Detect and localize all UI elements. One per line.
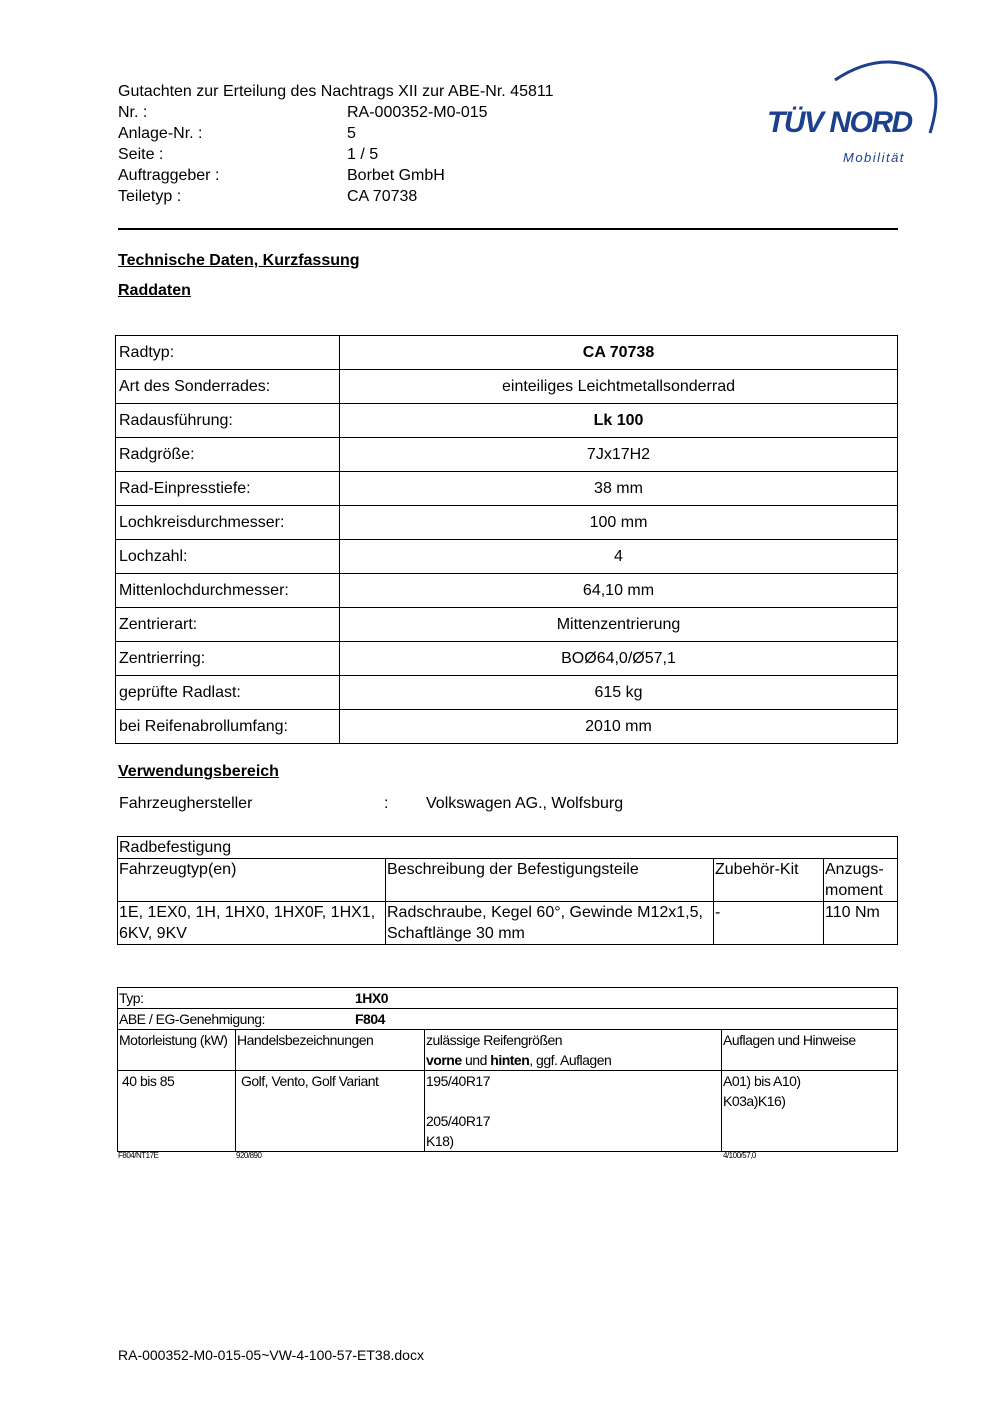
- raddaten-label: Zentrierring:: [116, 642, 340, 676]
- raddaten-label: geprüfte Radlast:: [116, 676, 340, 710]
- reifen-rest: , ggf. Auflagen: [529, 1052, 612, 1068]
- raddaten-row: [116, 472, 898, 506]
- typ-cell-motor: 40 bis 85: [118, 1071, 236, 1152]
- auflagen-line-1: A01) bis A10): [723, 1073, 801, 1089]
- raddaten-label: Lochkreisdurchmesser:: [116, 506, 340, 540]
- hersteller-label: Fahrzeughersteller: [119, 795, 253, 812]
- header-label-seite: Seite :: [118, 146, 164, 163]
- header-value-anlage: 5: [347, 125, 356, 142]
- typ-header-reifen-line1: zulässige Reifengrößen: [426, 1032, 563, 1048]
- raddaten-row: [116, 574, 898, 608]
- raddaten-row: [116, 506, 898, 540]
- reifen-size-1: 195/40R17: [426, 1073, 491, 1089]
- befestigung-header-moment-text: Anzugs-moment: [825, 861, 884, 899]
- typ-header-reifen: [425, 1030, 722, 1071]
- section-title: Technische Daten, Kurzfassung: [118, 252, 360, 269]
- typ-header-reifen-line2: [426, 1050, 720, 1070]
- header-label-teiletyp: Teiletyp :: [118, 188, 182, 205]
- raddaten-value: 64,10 mm: [340, 574, 898, 608]
- reifen-und: und: [461, 1052, 491, 1068]
- raddaten-row: [116, 404, 898, 438]
- header-label-auftraggeber: Auftraggeber :: [118, 167, 220, 184]
- befestigung-header-moment: [824, 859, 898, 902]
- befestigung-cell-beschreibung: Radschraube, Kegel 60°, Gewinde M12x1,5, Schaftlänge 30 mm: [386, 902, 714, 945]
- typ-cell-handel: Golf, Vento, Golf Variant: [236, 1071, 425, 1152]
- raddaten-row: [116, 608, 898, 642]
- header-label-nr: Nr. :: [118, 104, 148, 121]
- raddaten-label: Radtyp:: [116, 336, 340, 370]
- typ-row: [118, 988, 898, 1009]
- reifen-vorne: vorne: [426, 1052, 462, 1068]
- raddaten-row: [116, 642, 898, 676]
- raddaten-label: Zentrierart:: [116, 608, 340, 642]
- raddaten-value: 615 kg: [340, 676, 898, 710]
- abe-row: [118, 1009, 898, 1030]
- raddaten-row: [116, 676, 898, 710]
- raddaten-value: einteiliges Leichtmetallsonderrad: [340, 370, 898, 404]
- logo-wordmark: TÜV NORD: [767, 106, 912, 139]
- befestigung-table: [117, 836, 898, 945]
- raddaten-value: BOØ64,0/Ø57,1: [340, 642, 898, 676]
- befestigung-cell-kit: -: [714, 902, 824, 945]
- typ-header-auflagen: Auflagen und Hinweise: [722, 1030, 898, 1071]
- header-value-teiletyp: CA 70738: [347, 188, 418, 205]
- header-value-nr: RA-000352-M0-015: [347, 104, 488, 121]
- raddaten-title: Raddaten: [118, 282, 191, 299]
- footnote-f804: F804/NT17E: [118, 1151, 159, 1160]
- raddaten-label: Lochzahl:: [116, 540, 340, 574]
- typ-cell-reifen: [425, 1071, 722, 1152]
- typ-table: [117, 987, 898, 1152]
- abe-label: ABE / EG-Genehmigung:: [119, 1011, 265, 1027]
- raddaten-row: [116, 540, 898, 574]
- raddaten-label: Art des Sonderrades:: [116, 370, 340, 404]
- raddaten-label: Radausführung:: [116, 404, 340, 438]
- typ-label: Typ:: [119, 990, 144, 1006]
- typ-value: 1HX0: [355, 990, 389, 1006]
- raddaten-label: Radgröße:: [116, 438, 340, 472]
- raddaten-row: [116, 336, 898, 370]
- footnote-920: 920/890: [236, 1151, 262, 1160]
- raddaten-table: [115, 335, 898, 744]
- befestigung-cell-moment: 110 Nm: [824, 902, 898, 945]
- typ-header-handel: Handelsbezeichnungen: [236, 1030, 425, 1071]
- hersteller-value: Volkswagen AG., Wolfsburg: [426, 795, 624, 812]
- footnote-4-100: 4/100/57,0: [723, 1151, 756, 1160]
- raddaten-value: 2010 mm: [340, 710, 898, 744]
- raddaten-label: Mittenlochdurchmesser:: [116, 574, 340, 608]
- document-title: Gutachten zur Erteilung des Nachtrags XII zur ABE-Nr. 45811: [118, 83, 554, 100]
- befestigung-title: Radbefestigung: [118, 837, 898, 859]
- raddaten-label: Rad-Einpresstiefe:: [116, 472, 340, 506]
- raddaten-value: 100 mm: [340, 506, 898, 540]
- raddaten-value: Lk 100: [340, 404, 898, 438]
- abe-value: F804: [355, 1011, 385, 1027]
- befestigung-cell-typ: 1E, 1EX0, 1H, 1HX0, 1HX0F, 1HX1, 6KV, 9KV: [118, 902, 386, 945]
- header-value-seite: 1 / 5: [347, 146, 379, 163]
- reifen-hinten: hinten: [490, 1052, 530, 1068]
- header-value-auftraggeber: Borbet GmbH: [347, 167, 445, 184]
- logo-subtitle: Mobilität: [843, 150, 905, 165]
- footer-filename: RA-000352-M0-015-05~VW-4-100-57-ET38.docx: [118, 1347, 424, 1363]
- raddaten-row: [116, 438, 898, 472]
- auflagen-line-2: K03a)K16): [723, 1093, 786, 1109]
- raddaten-value: 4: [340, 540, 898, 574]
- befestigung-header-beschreibung: Beschreibung der Befestigungsteile: [386, 859, 714, 902]
- raddaten-row: [116, 370, 898, 404]
- raddaten-value: Mittenzentrierung: [340, 608, 898, 642]
- typ-header-motor: Motorleistung (kW): [118, 1030, 236, 1071]
- befestigung-header-typ: Fahrzeugtyp(en): [118, 859, 386, 902]
- header-label-anlage: Anlage-Nr. :: [118, 125, 203, 142]
- raddaten-row: [116, 710, 898, 744]
- hersteller-separator: :: [384, 795, 389, 812]
- header-divider: [118, 228, 898, 230]
- raddaten-value: CA 70738: [340, 336, 898, 370]
- typ-cell-auflagen: [722, 1071, 898, 1152]
- raddaten-label: bei Reifenabrollumfang:: [116, 710, 340, 744]
- reifen-size-2-note: K18): [426, 1133, 454, 1149]
- verwendung-title: Verwendungsbereich: [118, 763, 279, 780]
- reifen-size-2: 205/40R17: [426, 1113, 491, 1129]
- raddaten-value: 38 mm: [340, 472, 898, 506]
- raddaten-value: 7Jx17H2: [340, 438, 898, 472]
- befestigung-header-kit: Zubehör-Kit: [714, 859, 824, 902]
